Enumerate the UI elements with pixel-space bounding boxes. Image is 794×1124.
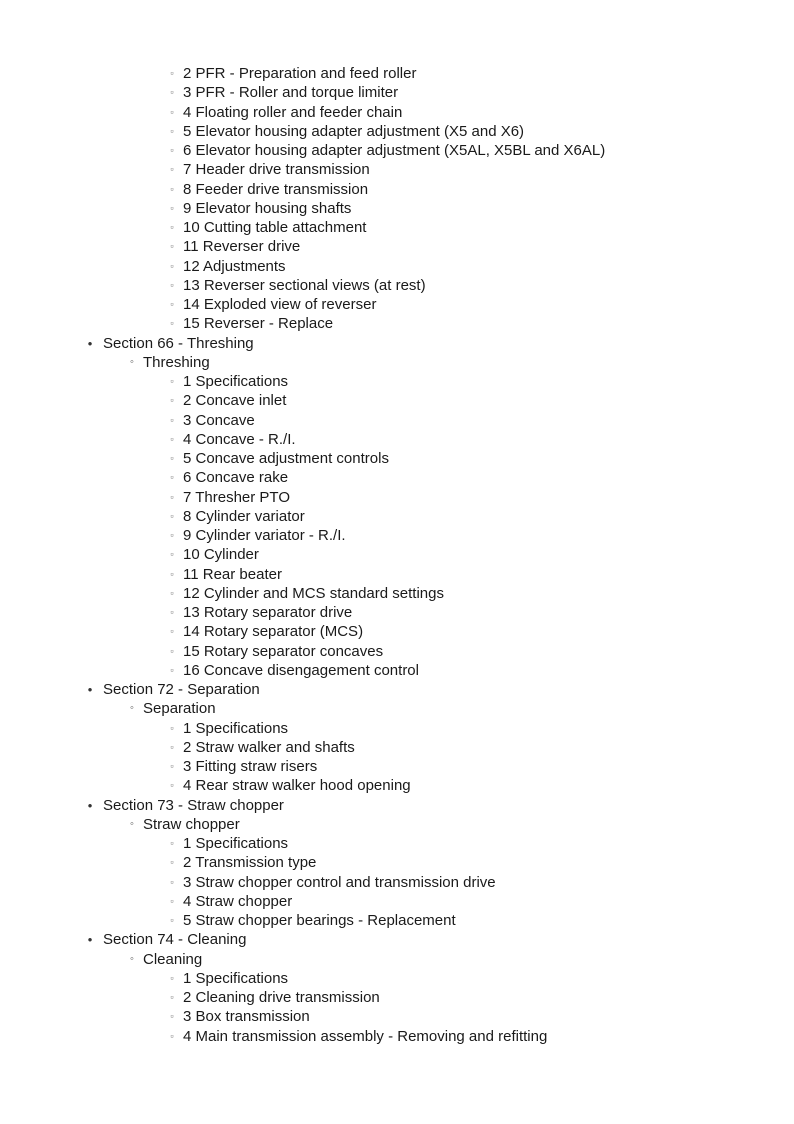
toc-chapter-item[interactable] bbox=[0, 353, 794, 372]
bullet-icon: ▫ bbox=[170, 183, 174, 194]
bullet-icon: ▫ bbox=[170, 857, 174, 868]
toc-topic-item[interactable] bbox=[0, 488, 794, 507]
bullet-icon: ▫ bbox=[170, 972, 174, 983]
toc-topic-item[interactable] bbox=[0, 661, 794, 680]
toc-topic-item[interactable] bbox=[0, 507, 794, 526]
toc-topic-item[interactable] bbox=[0, 103, 794, 122]
toc-topic-item[interactable] bbox=[0, 218, 794, 237]
toc-section-label: Section 74 - Cleaning bbox=[103, 931, 247, 949]
bullet-icon: ◦ bbox=[130, 952, 134, 965]
toc-topic-item[interactable] bbox=[0, 526, 794, 545]
bullet-icon: • bbox=[87, 932, 93, 948]
bullet-icon: ▫ bbox=[170, 664, 174, 675]
bullet-icon: ◦ bbox=[130, 817, 134, 830]
toc-chapter-label: Separation bbox=[143, 700, 216, 718]
toc-topic-label: 1 Specifications bbox=[183, 969, 289, 987]
bullet-icon: ▫ bbox=[170, 549, 174, 560]
toc-topic-label: 1 Specifications bbox=[183, 373, 289, 390]
toc-topic-label: 13 Reverser sectional views (at rest) bbox=[183, 276, 426, 294]
toc-topic-label: 16 Concave disengagement control bbox=[183, 661, 419, 679]
toc-chapter-label: Threshing bbox=[143, 353, 210, 371]
toc-topic-item[interactable] bbox=[0, 1027, 794, 1046]
bullet-icon: ▫ bbox=[170, 587, 174, 598]
toc-topic-label: 2 PFR - Preparation and feed roller bbox=[183, 65, 417, 82]
bullet-icon: ▫ bbox=[170, 145, 174, 155]
toc-section-item[interactable] bbox=[0, 796, 794, 815]
toc-topic-label: 11 Rear beater bbox=[183, 565, 282, 583]
bullet-icon: ▫ bbox=[170, 491, 174, 502]
bullet-icon: ▫ bbox=[170, 299, 174, 309]
toc-topic-item[interactable] bbox=[0, 757, 794, 776]
bullet-icon: ▫ bbox=[170, 838, 174, 848]
toc-topic-label: 3 Concave bbox=[183, 411, 255, 429]
toc-topic-item[interactable] bbox=[0, 64, 794, 83]
toc-topic-item[interactable] bbox=[0, 83, 794, 102]
toc-topic-label: 6 Concave rake bbox=[183, 469, 289, 487]
toc-topic-label: 5 Concave adjustment controls bbox=[183, 450, 389, 467]
toc-topic-item[interactable] bbox=[0, 276, 794, 295]
toc-topic-item[interactable] bbox=[0, 122, 794, 141]
bullet-icon: ▫ bbox=[170, 414, 174, 425]
toc-topic-item[interactable] bbox=[0, 603, 794, 622]
toc-topic-label: 2 Straw walker and shafts bbox=[183, 738, 355, 756]
bullet-icon: • bbox=[87, 682, 93, 697]
bullet-icon: ▫ bbox=[170, 433, 174, 444]
toc-section-item[interactable] bbox=[0, 930, 794, 949]
bullet-icon: ▫ bbox=[170, 530, 174, 540]
toc-topic-item[interactable] bbox=[0, 372, 794, 391]
toc-section-label: Section 66 - Threshing bbox=[103, 334, 254, 352]
bullet-icon: ▫ bbox=[170, 722, 174, 733]
toc-topic-label: 8 Cylinder variator bbox=[183, 507, 305, 525]
toc-topic-label: 2 Cleaning drive transmission bbox=[183, 989, 380, 1006]
bullet-icon: ▫ bbox=[170, 260, 174, 271]
bullet-icon: ◦ bbox=[130, 702, 134, 715]
toc-topic-item[interactable] bbox=[0, 449, 794, 468]
toc-topic-label: 8 Feeder drive transmission bbox=[183, 180, 369, 198]
bullet-icon: ▫ bbox=[170, 645, 174, 656]
toc-topic-item[interactable] bbox=[0, 180, 794, 199]
bullet-icon: ▫ bbox=[170, 626, 174, 637]
toc-topic-item[interactable] bbox=[0, 969, 794, 988]
toc-topic-label: 12 Adjustments bbox=[183, 257, 286, 275]
bullet-icon: ▫ bbox=[170, 241, 174, 252]
toc-topic-item[interactable] bbox=[0, 257, 794, 276]
toc-topic-item[interactable] bbox=[0, 199, 794, 218]
bullet-icon: ▫ bbox=[170, 164, 174, 175]
toc-topic-item[interactable] bbox=[0, 738, 794, 757]
toc-topic-label: 10 Cutting table attachment bbox=[183, 219, 367, 236]
toc-section-label: Section 72 - Separation bbox=[103, 681, 260, 698]
toc-topic-label: 13 Rotary separator drive bbox=[183, 604, 353, 621]
bullet-icon: ▫ bbox=[170, 376, 174, 386]
toc-topic-item[interactable] bbox=[0, 892, 794, 911]
toc-topic-label: 1 Specifications bbox=[183, 719, 289, 737]
toc-chapter-label: Straw chopper bbox=[143, 815, 240, 833]
toc-topic-label: 4 Floating roller and feeder chain bbox=[183, 103, 403, 121]
bullet-icon: ▫ bbox=[170, 222, 174, 232]
bullet-icon: ▫ bbox=[170, 453, 174, 463]
toc-topic-label: 3 PFR - Roller and torque limiter bbox=[183, 84, 399, 102]
bullet-icon: ▫ bbox=[170, 279, 174, 290]
toc-topic-label: 10 Cylinder bbox=[183, 546, 259, 564]
toc-topic-label: 4 Straw chopper bbox=[183, 892, 293, 910]
toc-topic-label: 9 Elevator housing shafts bbox=[183, 199, 352, 217]
toc-topic-label: 3 Straw chopper control and transmission drive bbox=[183, 873, 496, 891]
toc-topic-item[interactable] bbox=[0, 545, 794, 564]
bullet-icon: ▫ bbox=[170, 568, 174, 579]
toc-topic-item[interactable] bbox=[0, 642, 794, 661]
toc-topic-item[interactable] bbox=[0, 141, 794, 160]
toc-topic-item[interactable] bbox=[0, 622, 794, 641]
bullet-icon: • bbox=[87, 335, 93, 351]
toc-topic-label: 11 Reverser drive bbox=[183, 238, 301, 256]
toc-topic-item[interactable] bbox=[0, 160, 794, 179]
toc-topic-label: 4 Rear straw walker hood opening bbox=[183, 777, 411, 795]
bullet-icon: ▫ bbox=[170, 472, 174, 483]
toc-topic-label: 4 Concave - R./I. bbox=[183, 430, 296, 448]
toc-section-item[interactable] bbox=[0, 680, 794, 699]
toc-section-label: Section 73 - Straw chopper bbox=[103, 796, 284, 814]
toc-topic-label: 15 Reverser - Replace bbox=[183, 315, 334, 333]
toc-topic-label: 15 Rotary separator concaves bbox=[183, 642, 384, 660]
toc-topic-label: 6 Elevator housing adapter adjustment (X5AL, X5BL and X6AL) bbox=[183, 142, 606, 159]
toc-topic-label: 5 Elevator housing adapter adjustment (X5 and X6) bbox=[183, 122, 525, 140]
toc-chapter-label: Cleaning bbox=[143, 950, 203, 968]
bullet-icon: ▫ bbox=[170, 395, 174, 406]
bullet-icon: ▫ bbox=[170, 607, 174, 617]
toc-chapter-item[interactable] bbox=[0, 699, 794, 718]
bullet-icon: ▫ bbox=[170, 741, 174, 752]
toc-topic-label: 2 Concave inlet bbox=[183, 392, 287, 410]
toc-chapter-item[interactable] bbox=[0, 815, 794, 834]
toc-topic-item[interactable] bbox=[0, 565, 794, 584]
toc-topic-label: 5 Straw chopper bearings - Replacement bbox=[183, 912, 456, 929]
toc-topic-label: 14 Exploded view of reverser bbox=[183, 296, 377, 313]
bullet-icon: ▫ bbox=[170, 895, 174, 906]
toc-topic-label: 3 Box transmission bbox=[183, 1008, 310, 1026]
bullet-icon: ◦ bbox=[130, 355, 134, 368]
bullet-icon: ▫ bbox=[170, 915, 174, 925]
toc-topic-label: 1 Specifications bbox=[183, 835, 289, 852]
table-of-contents bbox=[0, 64, 794, 1046]
toc-chapter-item[interactable] bbox=[0, 950, 794, 969]
bullet-icon: • bbox=[87, 797, 93, 813]
toc-topic-label: 12 Cylinder and MCS standard settings bbox=[183, 584, 444, 602]
toc-topic-label: 3 Fitting straw risers bbox=[183, 758, 318, 775]
bullet-icon: ▫ bbox=[170, 761, 174, 771]
toc-topic-label: 14 Rotary separator (MCS) bbox=[183, 623, 364, 641]
bullet-icon: ▫ bbox=[170, 125, 174, 136]
toc-topic-item[interactable] bbox=[0, 430, 794, 449]
bullet-icon: ▫ bbox=[170, 876, 174, 887]
toc-topic-item[interactable] bbox=[0, 391, 794, 410]
toc-topic-label: 7 Thresher PTO bbox=[183, 488, 290, 506]
bullet-icon: ▫ bbox=[170, 780, 174, 791]
toc-topic-item[interactable] bbox=[0, 314, 794, 333]
toc-topic-item[interactable] bbox=[0, 468, 794, 487]
toc-topic-item[interactable] bbox=[0, 853, 794, 872]
toc-topic-label: 4 Main transmission assembly - Removing and refitting bbox=[183, 1027, 548, 1045]
toc-topic-item[interactable] bbox=[0, 988, 794, 1007]
bullet-icon: ▫ bbox=[170, 106, 174, 117]
toc-topic-item[interactable] bbox=[0, 776, 794, 795]
bullet-icon: ▫ bbox=[170, 1030, 174, 1041]
toc-topic-label: 9 Cylinder variator - R./I. bbox=[183, 527, 346, 544]
toc-topic-item[interactable] bbox=[0, 584, 794, 603]
toc-section-item[interactable] bbox=[0, 334, 794, 353]
toc-topic-item[interactable] bbox=[0, 295, 794, 314]
bullet-icon: ▫ bbox=[170, 68, 174, 78]
toc-topic-item[interactable] bbox=[0, 911, 794, 930]
toc-topic-label: 7 Header drive transmission bbox=[183, 161, 370, 179]
toc-topic-item[interactable] bbox=[0, 237, 794, 256]
bullet-icon: ▫ bbox=[170, 992, 174, 1002]
toc-topic-item[interactable] bbox=[0, 834, 794, 853]
toc-topic-item[interactable] bbox=[0, 1007, 794, 1026]
bullet-icon: ▫ bbox=[170, 1011, 174, 1022]
bullet-icon: ▫ bbox=[170, 202, 174, 213]
bullet-icon: ▫ bbox=[170, 510, 174, 521]
toc-topic-item[interactable] bbox=[0, 411, 794, 430]
bullet-icon: ▫ bbox=[170, 87, 174, 98]
toc-topic-label: 2 Transmission type bbox=[183, 854, 317, 872]
toc-topic-item[interactable] bbox=[0, 719, 794, 738]
bullet-icon: ▫ bbox=[170, 318, 174, 329]
toc-topic-item[interactable] bbox=[0, 873, 794, 892]
